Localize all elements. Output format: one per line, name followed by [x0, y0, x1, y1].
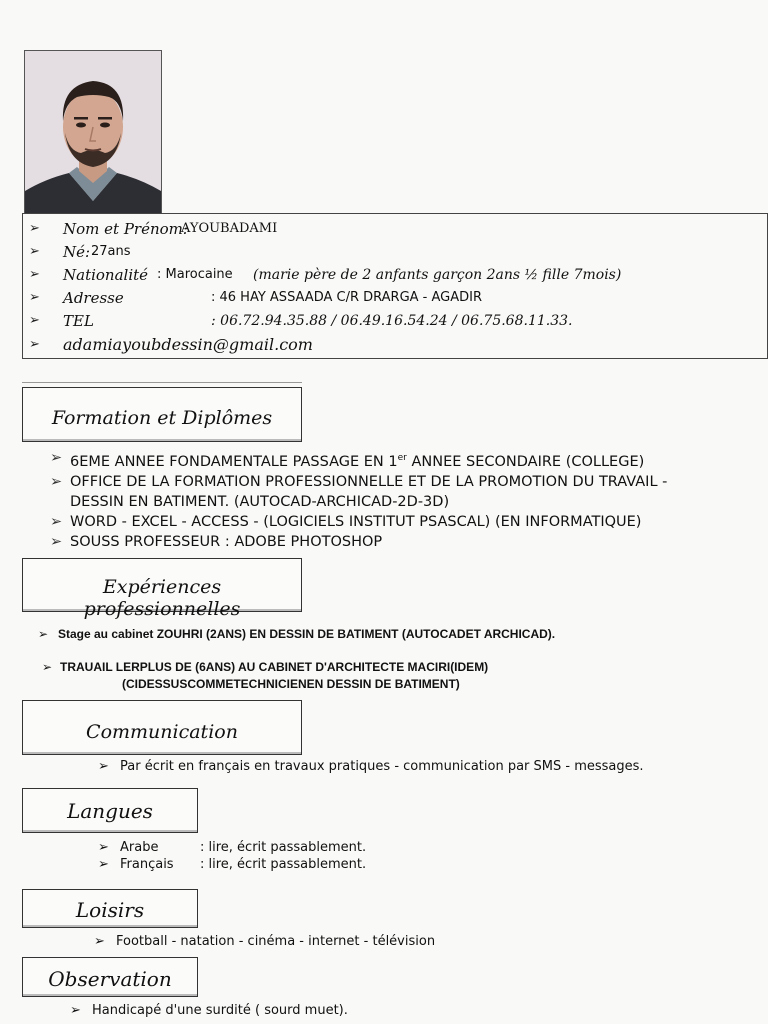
bullet-arrow-icon: ➢: [29, 267, 40, 282]
experience-text-1: Stage au cabinet ZOUHRI (2ANS) EN DESSIN DE BATIMENT (AUTOCADET ARCHICAD).: [58, 627, 556, 641]
nationality-value: : Marocaine: [157, 267, 233, 282]
bullet-arrow-icon: ➢: [38, 627, 49, 641]
communication-heading-box: [22, 700, 302, 755]
loisirs-heading-box: [22, 889, 198, 928]
formation-list: [50, 448, 667, 552]
formation-title: Formation et Diplômes: [51, 407, 273, 429]
bullet-arrow-icon: ➢: [29, 290, 40, 305]
profile-photo: [24, 50, 162, 214]
email-row: [23, 334, 767, 356]
formation-item-2-cont: DESSIN EN BATIMENT. (AUTOCAD-ARCHICAD-2D-3D): [70, 493, 450, 510]
experience-text-2: TRAUAIL LERPLUS DE (6ANS) AU CABINET D'ARCHITECTE MACIRI(IDEM): [60, 660, 489, 674]
bullet-arrow-icon: ➢: [50, 473, 63, 490]
language-level: : lire, écrit passablement.: [200, 857, 367, 872]
name-label: Nom et Prénom:: [63, 220, 188, 238]
formation-item-2: OFFICE DE LA FORMATION PROFESSIONNELLE ET DE LA PROMOTION DU TRAVAIL -: [70, 473, 668, 490]
language-name: Français: [120, 857, 174, 872]
communication-title: Communication: [86, 721, 238, 743]
experience-item-2-cont: (CIDESSUSCOMMETECHNICIENEN DESSIN DE BATIMENT): [122, 677, 460, 691]
observation-text: Handicapé d'une surdité ( sourd muet).: [92, 1003, 348, 1018]
bullet-arrow-icon: ➢: [29, 337, 40, 352]
formation-item-3: WORD - EXCEL - ACCESS - (LOGICIELS INSTITUT PSASCAL) (EN INFORMATIQUE): [70, 513, 642, 530]
age-label: Né:: [63, 243, 91, 261]
langues-title: Langues: [67, 799, 153, 823]
loisirs-text: Football - natation - cinéma - internet - télévision: [116, 934, 436, 949]
experience-item-1: [38, 627, 555, 641]
bullet-arrow-icon: ➢: [50, 450, 63, 466]
bullet-arrow-icon: ➢: [29, 244, 40, 259]
language-name: Arabe: [120, 840, 159, 855]
bullet-arrow-icon: ➢: [29, 313, 40, 328]
bullet-arrow-icon: ➢: [42, 660, 53, 674]
bullet-arrow-icon: ➢: [98, 759, 109, 774]
age-value: 27ans: [91, 244, 131, 259]
formation-heading-box: [22, 387, 302, 442]
language-level: : lire, écrit passablement.: [200, 840, 367, 855]
bullet-arrow-icon: ➢: [29, 221, 40, 236]
address-row: [23, 287, 767, 309]
list-item: [50, 472, 667, 492]
name-row: [23, 218, 767, 240]
langues-list: [98, 839, 366, 873]
list-item: [98, 856, 366, 873]
name-value: AYOUBADAMI: [181, 221, 278, 236]
family-note: (marie père de 2 anfants garçon 2ans ½ fille 7mois): [253, 267, 622, 283]
tel-label: TEL: [63, 312, 94, 330]
bullet-arrow-icon: ➢: [98, 840, 109, 855]
experiences-title: Expériences professionnelles: [83, 576, 241, 620]
section-rule: [22, 382, 302, 383]
observation-heading-box: [22, 957, 198, 997]
communication-text: Par écrit en français en travaux pratiques - communication par SMS - messages.: [120, 759, 644, 774]
loisirs-title: Loisirs: [75, 898, 145, 922]
tel-row: [23, 310, 767, 332]
formation-item-1: 6EME ANNEE FONDAMENTALE PASSAGE EN 1er ANNEE SECONDAIRE (COLLEGE): [70, 453, 645, 470]
loisirs-item: [94, 934, 435, 949]
observation-title: Observation: [48, 967, 172, 991]
address-label: Adresse: [63, 289, 124, 307]
communication-item: [98, 759, 644, 774]
bullet-arrow-icon: ➢: [50, 513, 63, 530]
nationality-label: Nationalité: [63, 266, 149, 284]
langues-heading-box: [22, 788, 198, 833]
experiences-heading-box: [22, 558, 302, 620]
list-item: [50, 492, 667, 512]
experience-item-2: [42, 660, 488, 674]
personal-info-box: [22, 213, 768, 359]
list-item: [50, 532, 667, 552]
ordinal-suffix: er: [397, 453, 407, 463]
list-item: [50, 512, 667, 532]
age-row: [23, 241, 767, 263]
bullet-arrow-icon: ➢: [94, 934, 105, 949]
nationality-row: [23, 264, 767, 286]
list-item: [50, 448, 667, 472]
formation-item-4: SOUSS PROFESSEUR : ADOBE PHOTOSHOP: [70, 533, 383, 550]
address-value: : 46 HAY ASSAADA C/R DRARGA - AGADIR: [211, 290, 483, 305]
bullet-arrow-icon: ➢: [98, 857, 109, 872]
observation-item: [70, 1003, 348, 1018]
bullet-arrow-icon: ➢: [50, 533, 63, 550]
email-value: adamiayoubdessin@gmail.com: [63, 335, 313, 354]
tel-value: : 06.72.94.35.88 / 06.49.16.54.24 / 06.75.68.11.33.: [211, 313, 573, 329]
bullet-arrow-icon: ➢: [70, 1003, 81, 1018]
list-item: [98, 839, 366, 856]
